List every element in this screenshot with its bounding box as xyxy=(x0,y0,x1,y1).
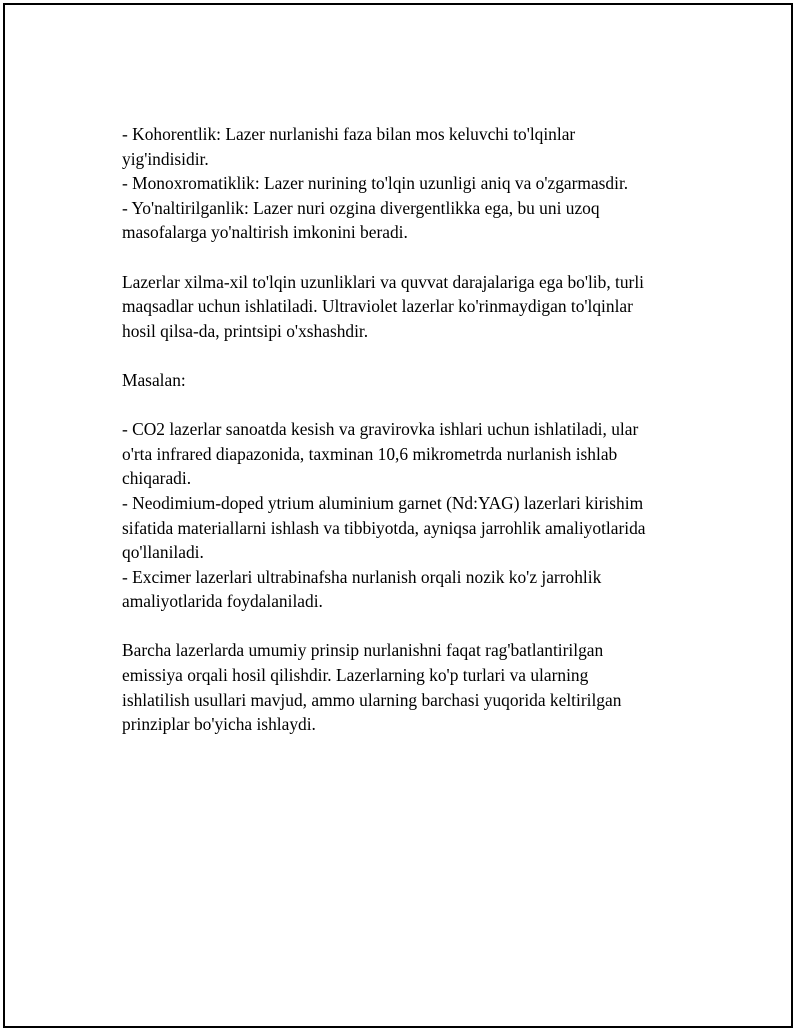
overview-paragraph xyxy=(122,270,692,344)
text-line: qo'llaniladi. xyxy=(122,542,204,563)
text-line: - Yo'naltirilganlik: Lazer nuri ozgina divergentlikka ega, bu uni uzoq xyxy=(122,197,600,218)
laser-examples-list xyxy=(122,417,692,614)
text-line: amaliyotlarida foydalaniladi. xyxy=(122,591,323,612)
text-line: maqsadlar uchun ishlatiladi. Ultraviolet lazerlar ko'rinmaydigan to'lqinlar xyxy=(122,296,633,317)
text-line: yig'indisidir. xyxy=(122,148,209,169)
text-line: hosil qilsa-da, printsipi o'xshashdir. xyxy=(122,320,369,341)
text-line: o'rta infrared diapazonida, taxminan 10,6 mikrometrda nurlanish ishlab xyxy=(122,443,618,464)
paragraph-spacer xyxy=(122,614,692,639)
text-line: - Neodimium-doped ytrium aluminium garnet (Nd:YAG) lazerlari kirishim xyxy=(122,492,644,513)
paragraph-spacer xyxy=(122,343,692,368)
examples-heading: Masalan: xyxy=(122,369,186,390)
text-line: prinziplar bo'yicha ishlaydi. xyxy=(122,714,316,735)
text-line: chiqaradi. xyxy=(122,468,192,489)
laser-properties-list xyxy=(122,122,692,245)
text-line: - Excimer lazerlari ultrabinafsha nurlanish orqali nozik ko'z jarrohlik xyxy=(122,566,602,587)
text-line: ishlatilish usullari mavjud, ammo ularning barchasi yuqorida keltirilgan xyxy=(122,689,622,710)
text-line: Lazerlar xilma-xil to'lqin uzunliklari va quvvat darajalariga ega bo'lib, turli xyxy=(122,271,644,292)
text-line: masofalarga yo'naltirish imkonini beradi. xyxy=(122,222,408,243)
paragraph-spacer xyxy=(122,393,692,418)
text-line: - Monoxromatiklik: Lazer nurining to'lqin uzunligi aniq va o'zgarmasdir. xyxy=(122,173,629,194)
text-line: - Kohorentlik: Lazer nurlanishi faza bilan mos keluvchi to'lqinlar xyxy=(122,124,576,144)
conclusion-paragraph xyxy=(122,638,692,736)
text-line: emissiya orqali hosil qilishdir. Lazerlarning ko'p turlari va ularning xyxy=(122,665,589,686)
text-line: sifatida materiallarni ishlash va tibbiyotda, ayniqsa jarrohlik amaliyotlarida xyxy=(122,517,646,538)
document-page xyxy=(3,3,793,1028)
paragraph-spacer xyxy=(122,245,692,270)
text-line: Barcha lazerlarda umumiy prinsip nurlanishni faqat rag'batlantirilgan xyxy=(122,640,604,661)
text-line: - CO2 lazerlar sanoatda kesish va gravirovka ishlari uchun ishlatiladi, ular xyxy=(122,419,639,440)
document-body xyxy=(122,122,692,737)
